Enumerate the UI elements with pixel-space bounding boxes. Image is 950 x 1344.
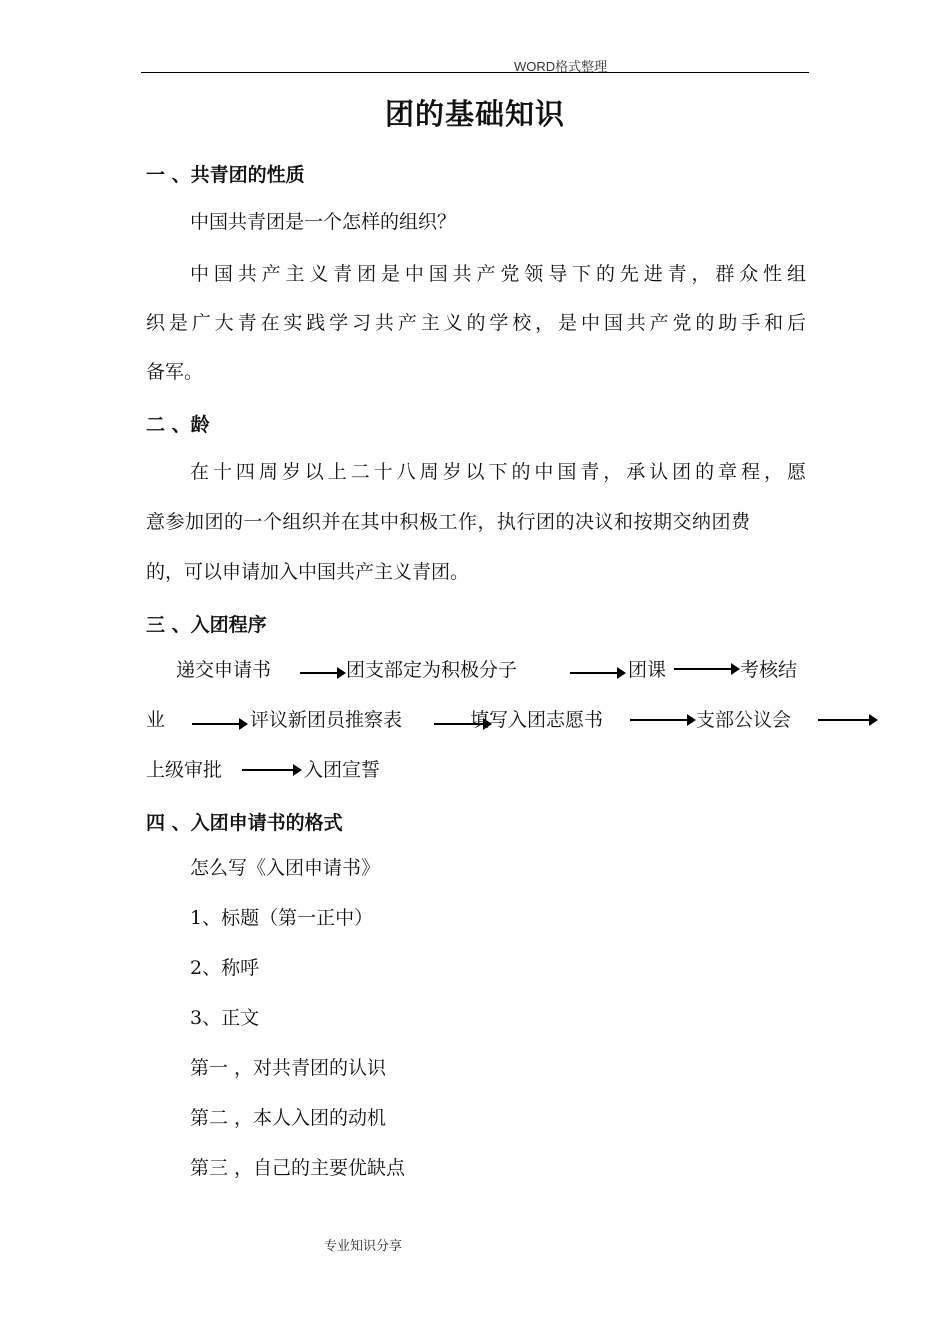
flow-step-exam-part1: 考核结	[740, 659, 798, 681]
page-footer-text: 专业知识分享	[324, 1239, 403, 1254]
format-item-body: 3、正文	[190, 1007, 260, 1029]
section1-paragraph-line2: 织是广大青在实践学习共产主义的学校，是中国共产党的助手和后	[146, 312, 806, 334]
page-header-text: WORD格式整理	[514, 59, 608, 74]
flow-step-oath: 入团宣誓	[304, 759, 381, 781]
flow-step-evaluation-form: 评议新团员推察表	[250, 709, 403, 731]
flow-step-submit-application: 递交申请书	[176, 659, 272, 681]
flow-arrow-icon	[674, 663, 740, 675]
section-heading-age: 二 、龄	[146, 414, 210, 436]
flow-step-activist: 团支部定为积极分子	[346, 659, 518, 681]
section2-paragraph-line3: 的，可以申请加入中国共产主义青团。	[146, 561, 470, 583]
flow-arrow-icon	[300, 667, 346, 679]
flow-step-branch-meeting: 支部公议会	[696, 709, 792, 731]
format-item-first: 第一 ，对共青团的认识	[190, 1057, 387, 1079]
flow-arrow-icon	[818, 714, 878, 726]
header-rule	[141, 72, 809, 73]
format-item-third: 第三 ，自己的主要优缺点	[190, 1157, 406, 1179]
section-heading-nature: 一 、共青团的性质	[146, 164, 305, 186]
format-item-salutation: 2、称呼	[190, 957, 260, 979]
flow-step-party-class: 团课	[628, 659, 667, 681]
flow-step-exam-part2: 业	[146, 709, 166, 731]
flow-step-fill-application: 填写入团志愿书	[470, 709, 604, 731]
flow-arrow-icon	[242, 764, 302, 776]
flow-arrow-icon	[630, 714, 696, 726]
section1-paragraph-line1: 中国共产主义青团是中国共产党领导下的先进青，群众性组	[190, 263, 806, 285]
section1-paragraph-line3: 备军。	[146, 361, 204, 383]
section-heading-procedure: 三 、入团程序	[146, 614, 267, 636]
section2-paragraph-line1: 在十四周岁以上二十八周岁以下的中国青，承认团的章程，愿	[190, 461, 806, 483]
format-item-second: 第二 ，本人入团的动机	[190, 1107, 387, 1129]
section1-question: 中国共青团是一个怎样的组织？	[190, 211, 457, 233]
section-heading-format: 四 、入团申请书的格式	[146, 812, 343, 834]
flow-step-approval: 上级审批	[146, 759, 223, 781]
document-title: 团的基础知识	[384, 97, 565, 131]
flow-arrow-icon	[570, 667, 626, 679]
section4-question: 怎么写《入团申请书》	[190, 857, 381, 879]
section2-paragraph-line2: 意参加团的一个组织并在其中积极工作，执行团的决议和按期交纳团费	[146, 511, 751, 533]
flow-arrow-icon	[192, 718, 248, 730]
format-item-title: 1、标题（第一正中）	[190, 907, 374, 929]
